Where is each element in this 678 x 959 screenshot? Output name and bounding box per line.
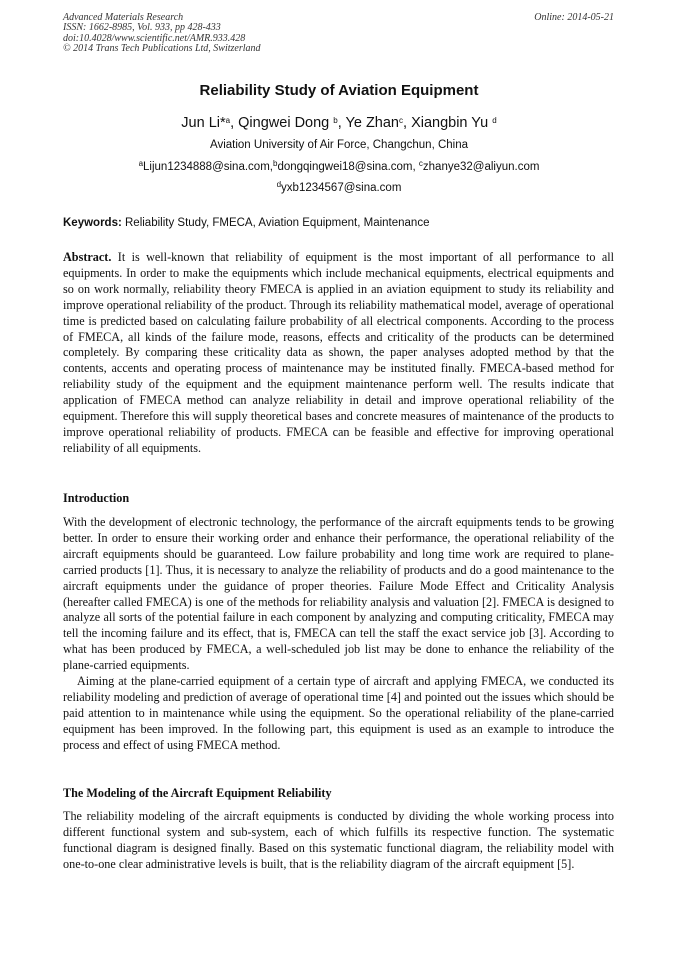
keywords-text: Reliability Study, FMECA, Aviation Equipment, Maintenance <box>125 217 430 229</box>
email-mark: b <box>272 159 278 168</box>
journal-header <box>63 13 423 55</box>
author-name: Xiangbin Yu <box>411 115 489 131</box>
doi-line: doi:10.4028/www.scientific.net/AMR.933.428 <box>63 32 246 44</box>
author-affil-mark: d <box>492 116 497 125</box>
email-address: yxb1234567@sina.com <box>281 182 402 194</box>
copyright-line: © 2014 Trans Tech Publications Ltd, Switzerland <box>63 43 261 55</box>
section-heading-modeling: The Modeling of the Aircraft Equipment Reliability <box>63 786 332 800</box>
introduction-body <box>63 515 614 754</box>
paragraph: With the development of electronic technology, the performance of the aircraft equipments tends to be growing better. In order to ensure their working order and enhance their performance, the operational reliability of the aircraft equipments should be guaranteed. Low failure probability and long time work are required to plane-carried products [1]. Thus, it is necessary to analyze the reliability of products and do a good maintenance to the aircraft equipments under the guidance of proper theories. Failure Mode Effect and Criticality Analysis (hereafter called FMECA) is one of the methods for reliability analysis and valuation [2]. FMECA is designed to analyze all sorts of the potential failure in each component by analyzing and computing criticality, FMECA may tell the incoming failure and its effect, that is, FMECA can tell the staff the exact service job [3]. According to what has been produced by FMECA, a well-scheduled job list may be done to enhance the reliability of the plane-carried equipments. <box>63 515 614 673</box>
keywords-label: Keywords: <box>63 217 122 229</box>
keywords <box>63 216 615 230</box>
author-affil-mark: b <box>333 116 338 125</box>
email-address: dongqingwei18@sina.com <box>277 161 413 173</box>
paragraph: The reliability modeling of the aircraft equipments is conducted by dividing the whole working process into different functional system and sub-system, each of which fulfills its respective function. The systematic functional diagram is designed finally. Based on this systematic functional diagram, the reliability model with one-to-one clear administrative levels is built, that is the reliability diagram of the aircraft equipment [5]. <box>63 809 614 871</box>
online-date: Online: 2014-05-21 <box>534 12 614 23</box>
email-address: Lijun1234888@sina.com <box>143 161 270 173</box>
abstract <box>63 250 614 457</box>
author-name: Ye Zhan <box>345 115 399 131</box>
abstract-label: Abstract. <box>63 250 112 264</box>
modeling-body <box>63 809 614 873</box>
paragraph: Aiming at the plane-carried equipment of a certain type of aircraft and applying FMECA, we conducted its reliability modeling and prediction of average of operational time [4] and pointed out the issues which should be paid attention to in maintenance while using the equipment. So the operational reliability of the plane-carried equipment has been improved. In the following part, this equipment is used as an example to introduce the process and effect of using FMECA method. <box>63 674 614 752</box>
affiliation: Aviation University of Air Force, Changchun, China <box>209 139 469 151</box>
email-mark: c <box>418 159 423 168</box>
email-mark: a <box>138 159 144 168</box>
author-name: Jun Li* <box>181 115 226 131</box>
abstract-text: It is well-known that reliability of equipment is the most important of all performance to all equipments. In order to make the equipments which include mechanical equipments, electrical equipments and so on work normally, reliability theory FMECA is applied in an aviation equipment to study its reliability and improve operational reliability of the product. Through its reliability mathematical model, average of operational time is predicted based on calculating failure probability of all electrical components. According to the process of FMECA, all kinds of the failure mode, reasons, effects and criticality of the products can be determined completely. By comparing these criticality data as shown, the paper analyses adopted method by that the contents, accents and operating process of maintenance may be instituted finally. FMECA-based method for reliability study of the equipment and the equipment maintenance perform well. The results indicate that application of FMECA method can analyze reliability in detail and improve operational reliability of the equipment. Therefore this will supply theoretical bases and concrete measures of maintenance of the products to improve operational reliability of products. FMECA can be feasible and effective for improving operational reliability of all equipments. <box>63 250 614 455</box>
author-list: Jun Li*$^a$, Qingwei Dong $^b$, Ye Zhan$^c$, Xiangbin Yu $^d$ <box>181 115 497 131</box>
paper-title: Reliability Study of Aviation Equipment <box>199 82 479 99</box>
email-list-2 <box>0 181 678 195</box>
author-affil-mark: a <box>225 116 231 125</box>
journal-name: Advanced Materials Research <box>63 12 184 23</box>
author-affil-mark: c <box>399 116 403 125</box>
email-address: zhanye32@aliyun.com <box>422 161 540 173</box>
section-heading-introduction: Introduction <box>63 491 130 505</box>
issn-line: ISSN: 1662-8985, Vol. 933, pp 428-433 <box>63 22 221 34</box>
author-name: Qingwei Dong <box>238 115 330 131</box>
email-mark: d <box>276 180 282 189</box>
email-list: $^a$Lijun1234888@sina.com,$^b$dongqingwei18@sina.com, $^c$zhanye32@aliyun.com <box>138 159 540 173</box>
